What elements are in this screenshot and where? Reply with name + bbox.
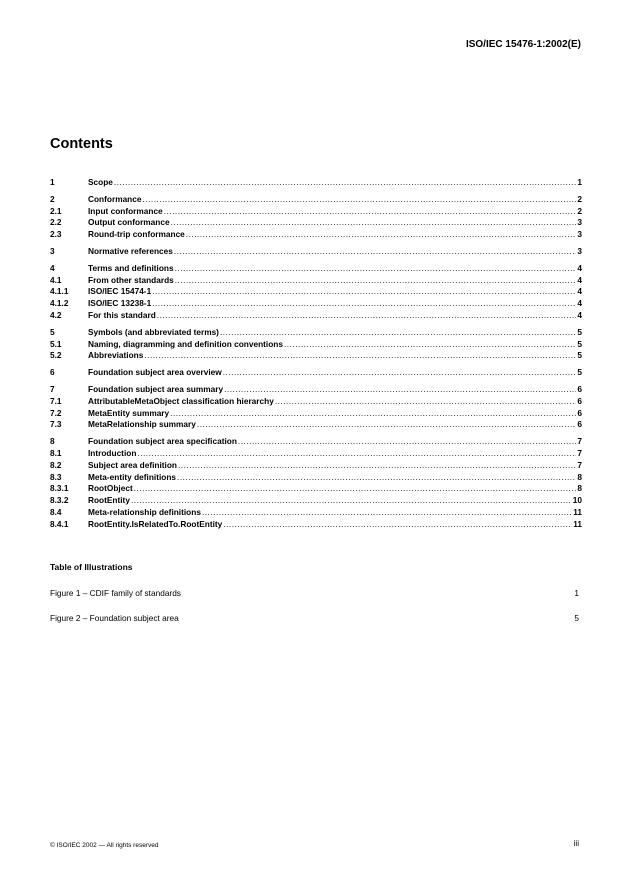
toc-leader-dots [170, 408, 576, 418]
toc-leader-dots [137, 448, 576, 458]
toc-entry-label: Meta-relationship definitions [88, 506, 201, 517]
toc-entry[interactable] [50, 384, 582, 396]
toc-entry-page: 5 [577, 367, 582, 378]
toc-entry-label: Output conformance [88, 217, 170, 228]
toc-group [50, 367, 582, 379]
toc-entry-number: 7.2 [50, 407, 62, 418]
toc-entry[interactable] [50, 396, 582, 408]
toc-leader-dots [197, 419, 576, 429]
toc-entry-number: 4 [50, 262, 55, 273]
toc-entry[interactable] [50, 217, 582, 229]
toc-entry-label: MetaRelationship summary [88, 419, 196, 430]
toc-entry-page: 1 [577, 177, 582, 187]
toc-entry-page: 11 [573, 506, 582, 517]
toc-entry-label: Terms and definitions [88, 262, 174, 273]
toc-entry-number: 8.3.1 [50, 483, 69, 494]
toc-entry-label: ISO/IEC 15474-1 [88, 286, 152, 297]
toc-entry[interactable] [50, 419, 582, 431]
toc-entry-label: Round-trip conformance [88, 229, 185, 240]
toc-entry-page: 11 [573, 518, 582, 529]
toc-entry-page: 2 [577, 205, 582, 216]
toc-entry-label: ISO/IEC 13238-1 [88, 298, 152, 309]
toc-group [50, 246, 582, 258]
toc-entry-number: 2.2 [50, 217, 62, 228]
toc-entry-page: 8 [577, 483, 582, 494]
toc-entry[interactable] [50, 206, 582, 218]
toc-entry-label: Conformance [88, 193, 142, 204]
toc-leader-dots [175, 275, 577, 285]
toc-entry-label: Scope [88, 177, 113, 187]
toc-leader-dots [152, 286, 576, 296]
toc-entry[interactable] [50, 177, 582, 189]
toc-entry-page: 7 [577, 447, 582, 458]
toc-entry-number: 8.3.2 [50, 495, 69, 506]
toc-leader-dots [238, 436, 576, 446]
toc-entry-number: 4.1.1 [50, 286, 69, 297]
toc-entry-page: 5 [577, 350, 582, 361]
toc-entry[interactable] [50, 246, 582, 258]
toc-entry-number: 4.1 [50, 274, 62, 285]
toc-entry-page: 2 [577, 193, 582, 204]
toc-entry[interactable] [50, 507, 582, 519]
figure-entry[interactable] [50, 613, 579, 623]
figure-label: Figure 1 – CDIF family of standards [50, 588, 181, 598]
toc-leader-dots [177, 472, 576, 482]
toc-entry-number: 8.4.1 [50, 518, 69, 529]
toc-entry[interactable] [50, 519, 582, 531]
toc-entry-page: 3 [577, 245, 582, 256]
copyright-footer: © ISO/IEC 2002 — All rights reserved [50, 842, 159, 849]
toc-entry-label: Input conformance [88, 205, 163, 216]
toc-entry-page: 5 [577, 326, 582, 337]
toc-entry-number: 8.1 [50, 447, 62, 458]
toc-leader-dots [223, 367, 577, 377]
toc-entry-page: 6 [577, 407, 582, 418]
toc-entry[interactable] [50, 194, 582, 206]
toc-entry[interactable] [50, 367, 582, 379]
toc-entry-label: RootEntity.IsRelatedTo.RootEntity [88, 518, 223, 529]
toc-entry-number: 2 [50, 193, 55, 204]
document-id-header: ISO/IEC 15476-1:2002(E) [465, 39, 581, 50]
toc-entry-label: Foundation subject area specification [88, 436, 237, 447]
toc-entry-page: 6 [577, 419, 582, 430]
toc-leader-dots [223, 519, 572, 529]
toc-leader-dots [164, 206, 577, 216]
toc-entry-page: 4 [577, 262, 582, 273]
toc-entry[interactable] [50, 310, 582, 322]
toc-group [50, 436, 582, 530]
figure-entry[interactable] [50, 588, 579, 598]
toc-leader-dots [144, 350, 576, 360]
toc-entry-label: Abbreviations [88, 350, 144, 361]
toc-entry-page: 4 [577, 286, 582, 297]
toc-entry-number: 7 [50, 383, 55, 394]
toc-entry-label: Foundation subject area summary [88, 383, 224, 394]
toc-entry-page: 5 [577, 338, 582, 349]
toc-leader-dots [224, 384, 576, 394]
toc-entry-page: 4 [577, 274, 582, 285]
toc-entry[interactable] [50, 350, 582, 362]
toc-entry-number: 7.1 [50, 395, 62, 406]
toc-entry-label: Naming, diagramming and definition conventions [88, 338, 283, 349]
toc-entry-number: 4.1.2 [50, 298, 69, 309]
toc-entry[interactable] [50, 483, 582, 495]
toc-entry-number: 7.3 [50, 419, 62, 430]
toc-leader-dots [134, 483, 577, 493]
toc-entry-number: 4.2 [50, 309, 62, 320]
toc-entry-page: 3 [577, 229, 582, 240]
toc-entry-number: 6 [50, 367, 55, 378]
toc-entry-label: From other standards [88, 274, 174, 285]
toc-leader-dots [178, 460, 576, 470]
toc-entry[interactable] [50, 339, 582, 351]
toc-entry-label: RootObject [88, 483, 133, 494]
toc-entry[interactable] [50, 408, 582, 420]
toc-entry[interactable] [50, 327, 582, 339]
toc-entry-label: Normative references [88, 245, 173, 256]
toc-leader-dots [142, 194, 576, 204]
toc-group [50, 263, 582, 322]
toc-entry-number: 8 [50, 436, 55, 447]
contents-title: Contents [50, 136, 113, 152]
toc-entry-number: 2.3 [50, 229, 62, 240]
illustrations-title: Table of Illustrations [50, 562, 133, 572]
toc-entry-label: For this standard [88, 309, 156, 320]
toc-leader-dots [171, 217, 577, 227]
toc-entry-page: 3 [577, 217, 582, 228]
toc-leader-dots [174, 246, 577, 256]
toc-entry[interactable] [50, 436, 582, 448]
toc-leader-dots [202, 507, 572, 517]
toc-leader-dots [131, 495, 572, 505]
toc-entry-page: 8 [577, 471, 582, 482]
toc-entry-page: 4 [577, 298, 582, 309]
toc-entry[interactable] [50, 472, 582, 484]
toc-entry[interactable] [50, 286, 582, 298]
toc-entry-label: RootEntity [88, 495, 130, 506]
toc-group [50, 194, 582, 241]
toc-entry-number: 1 [50, 177, 55, 187]
toc-entry[interactable] [50, 495, 582, 507]
toc-entry-page: 4 [577, 309, 582, 320]
toc-entry-label: Foundation subject area overview [88, 367, 222, 378]
toc-leader-dots [220, 327, 576, 337]
toc-entry[interactable] [50, 448, 582, 460]
toc-entry-number: 3 [50, 245, 55, 256]
toc-group [50, 327, 582, 362]
toc-group [50, 384, 582, 431]
toc-entry-label: AttributableMetaObject classification hierarchy [88, 395, 274, 406]
toc-entry[interactable] [50, 275, 582, 287]
toc-entry[interactable] [50, 229, 582, 241]
toc-leader-dots [157, 310, 577, 320]
toc-leader-dots [114, 177, 576, 187]
toc-leader-dots [152, 298, 576, 308]
toc-leader-dots [175, 263, 577, 273]
toc-entry[interactable] [50, 298, 582, 310]
toc-entry-page: 6 [577, 395, 582, 406]
toc-entry-label: Meta-entity definitions [88, 471, 177, 482]
toc-entry-number: 8.2 [50, 459, 62, 470]
toc-leader-dots [186, 229, 577, 239]
toc-entry-number: 5 [50, 326, 55, 337]
toc-group [50, 177, 582, 189]
table-of-contents [50, 177, 582, 536]
toc-entry-label: MetaEntity summary [88, 407, 170, 418]
toc-entry-page: 10 [572, 495, 582, 506]
toc-entry[interactable] [50, 263, 582, 275]
toc-entry-label: Symbols (and abbreviated terms) [88, 326, 219, 337]
toc-entry-number: 8.3 [50, 471, 62, 482]
toc-entry-page: 7 [577, 459, 582, 470]
toc-entry-number: 5.1 [50, 338, 62, 349]
toc-entry-page: 6 [577, 383, 582, 394]
toc-entry-number: 5.2 [50, 350, 62, 361]
toc-entry-number: 2.1 [50, 205, 62, 216]
page-number: iii [573, 839, 579, 848]
figure-page: 5 [574, 613, 579, 623]
figure-page: 1 [574, 588, 579, 598]
toc-entry-number: 8.4 [50, 506, 62, 517]
toc-entry-label: Introduction [88, 447, 137, 458]
toc-entry-label: Subject area definition [88, 459, 177, 470]
toc-leader-dots [284, 339, 576, 349]
toc-entry[interactable] [50, 460, 582, 472]
toc-entry-page: 7 [577, 436, 582, 447]
figure-label: Figure 2 – Foundation subject area [50, 613, 179, 623]
toc-leader-dots [275, 396, 577, 406]
